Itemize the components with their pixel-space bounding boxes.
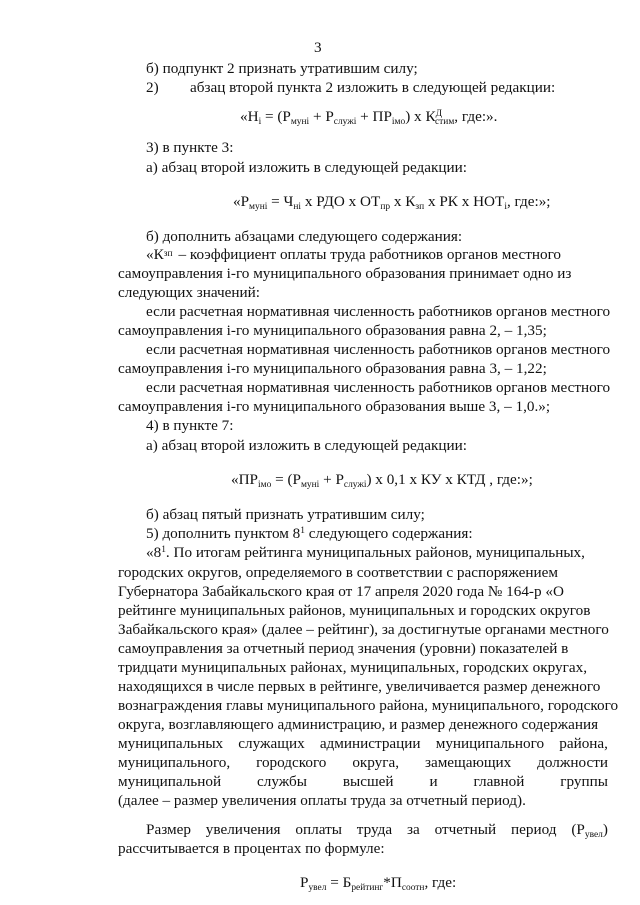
case-3-line-1: если расчетная нормативная численность работников органов местного	[146, 379, 611, 396]
page-number: 3	[314, 39, 322, 56]
p81-line-14: (далее – размер увеличения оплаты труда за отчетный период).	[118, 792, 526, 809]
paragraph-a-second-2: а) абзац второй изложить в следующей редакции:	[146, 437, 468, 454]
item-2-text: абзац второй пункта 2 изложить в следующей редакции:	[190, 79, 556, 96]
p81-line-12: муниципального, городского округа, замещающих должности	[118, 754, 608, 771]
size-line-1: Размер увеличения оплаты труда за отчетный период $(Р_{увел})$	[146, 821, 608, 840]
paragraph-b-add: б) дополнить абзацами следующего содержания:	[146, 228, 463, 245]
size-line-2: рассчитывается в процентах по формуле:	[118, 840, 385, 857]
p81-line-10: округа, возглавляющего администрацию, и размер денежного содержания	[118, 716, 599, 733]
formula-3: «$ПР_{імо} = (Р_{муні} + Р_{служі})$ х 0,1 х КУ х КТД , где:»;	[231, 471, 533, 490]
p81-line-9: вознаграждения главы муниципального района, муниципального, городского	[118, 697, 619, 714]
paragraph-b-sub2: б) подпункт 2 признать утратившим силу;	[146, 60, 418, 77]
case-3-line-2: самоуправления і-го муниципального образования выше 3, – 1,0.»;	[118, 398, 551, 415]
p81-line-2: городских округов, определяемого в соответствии с распоряжением	[118, 564, 558, 581]
case-1-line-2: самоуправления і-го муниципального образования равна 2, – 1,35;	[118, 322, 547, 339]
p81-line-7: тридцати муниципальных районах, муниципальных, городских округах,	[118, 659, 587, 676]
p81-line-3: Губернатора Забайкальского края от 17 апреля 2020 года № 164-р «О	[118, 583, 564, 600]
item-2-number: 2)	[146, 79, 159, 96]
formula-2: «$Р_{муні} = Ч_{ні}$ х РДО х $ОТ_{пр}$ х $К_{зп}$ х РК х $НОТ_і$, где:»;	[233, 193, 551, 212]
kzp-line-2: самоуправления і-го муниципального образования принимает одно из	[118, 265, 572, 282]
case-2-line-2: самоуправления і-го муниципального образования равна 3, – 1,22;	[118, 360, 547, 377]
p81-line-11: муниципальных служащих администрации муниципального района,	[118, 735, 608, 752]
p81-line-13: муниципальной службы высшей и главной группы	[118, 773, 608, 790]
p81-line-5: Забайкальского края» (далее – рейтинг), за достигнутые органами местного	[118, 621, 609, 638]
p81-line-1: «$8^1$. По итогам рейтинга муниципальных районов, муниципальных,	[146, 544, 585, 561]
paragraph-a-second: а) абзац второй изложить в следующей редакции:	[146, 159, 468, 176]
p81-line-6: самоуправления за отчетный период значения (уровни) показателей в	[118, 640, 569, 657]
case-2-line-1: если расчетная нормативная численность работников органов местного	[146, 341, 611, 358]
case-1-line-1: если расчетная нормативная численность работников органов местного	[146, 303, 611, 320]
formula-1: «$Н_i = (Р_{муні} + Р_{служі} + ПР_{імо})$ х $К^Д_{стим}$, где:».	[240, 108, 498, 127]
item-3: 3) в пункте 3:	[146, 139, 234, 156]
formula-4: $Р_{увел} = Б_{рейтинг}*П_{соотн}$, где:	[300, 874, 457, 893]
kzp-line-3: следующих значений:	[118, 284, 260, 301]
kzp-line-1: «К зп – коэффициент оплаты труда работников органов местного	[146, 246, 562, 263]
p81-line-4: рейтинге муниципальных районов, муниципальных и городских округов	[118, 602, 591, 619]
item-4: 4) в пункте 7:	[146, 417, 234, 434]
paragraph-b-fifth: б) абзац пятый признать утратившим силу;	[146, 506, 425, 523]
p81-line-8: находящихся в числе первых в рейтинге, увеличивается размер денежного	[118, 678, 601, 695]
item-5: 5) дополнить пунктом $8^1$ следующего содержания:	[146, 525, 473, 542]
